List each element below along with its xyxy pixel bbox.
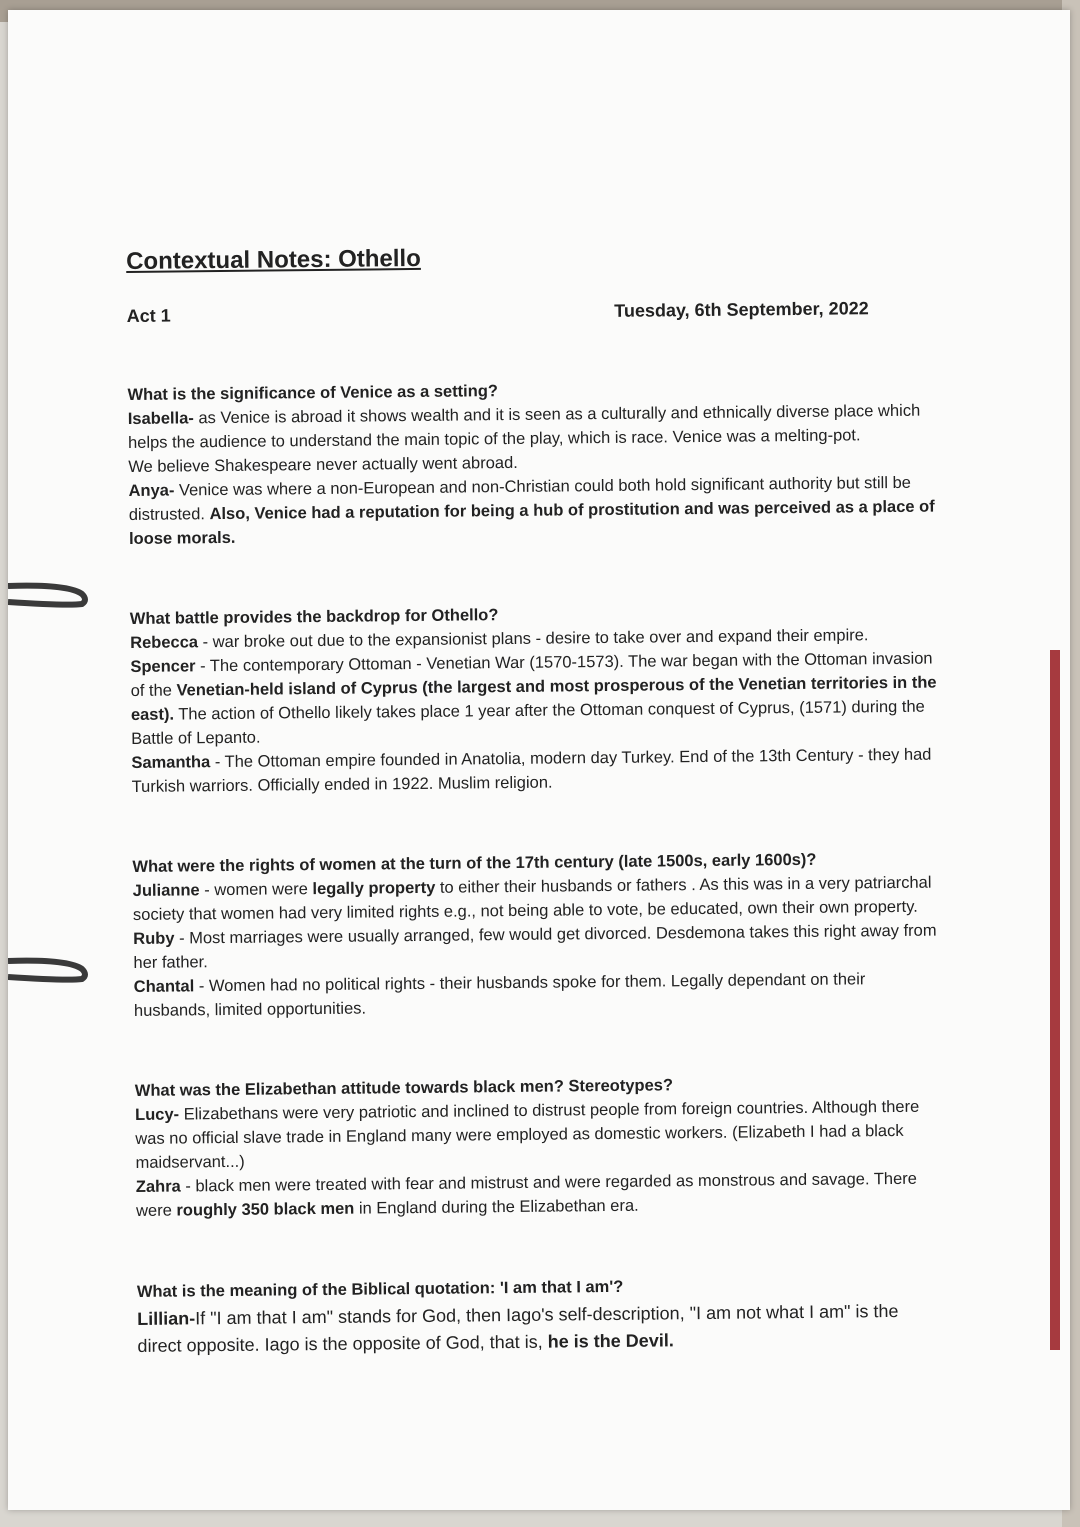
student-name: Chantal bbox=[133, 977, 195, 996]
answer-emphasis: Also, Venice had a reputation for being a hub of prostitution and was perceived as a place of loose morals. bbox=[128, 497, 935, 548]
act-label: Act 1 bbox=[126, 305, 171, 326]
answer-text: - The Ottoman empire founded in Anatolia, modern day Turkey. End of the 13th Century - they had Turkish warriors. Officially ended in 1922. Muslim religion. bbox=[131, 745, 932, 796]
question: What were the rights of women at the turn of the 17th century (late 1500s, early 1600s)? bbox=[132, 850, 817, 876]
answer-text: If "I am that I am" stands for God, then Iago's self-description, "I am not what I am" is the direct opposite. Iago is the opposite of God, that is, bbox=[137, 1300, 899, 1356]
answer bbox=[130, 646, 941, 750]
section-battle bbox=[130, 598, 942, 798]
binder-ring-icon bbox=[8, 955, 98, 983]
student-name: Samantha bbox=[131, 753, 211, 772]
answer-text: - women were bbox=[199, 880, 313, 900]
answer bbox=[131, 742, 941, 798]
answer bbox=[136, 1166, 946, 1222]
answer-text: - The contemporary Ottoman - Venetian War (1570-1573). The war began with the Ottoman invasion of the bbox=[130, 649, 933, 700]
answer-emphasis: roughly 350 black men bbox=[176, 1199, 355, 1220]
answer bbox=[137, 1297, 948, 1359]
answer-text-tail: to either their husbands or fathers . As this was in a very patriarchal society that women had very limited rights e.g., not being able to vote, be educated, own their own property. bbox=[132, 873, 932, 924]
question: What is the significance of Venice as a setting? bbox=[127, 382, 499, 404]
answer-emphasis: legally property bbox=[312, 878, 436, 899]
question: What is the meaning of the Biblical quotation: 'I am that I am'? bbox=[136, 1277, 624, 1301]
notes-content bbox=[126, 240, 948, 1416]
answer bbox=[133, 870, 943, 926]
student-name: Spencer bbox=[130, 657, 196, 676]
answer-text: - black men were treated with fear and mistrust and were regarded as monstrous and savage. There were bbox=[135, 1169, 917, 1220]
answer bbox=[134, 966, 944, 1022]
answer-text: - Women had no political rights - their husbands spoke for them. Legally dependant on their husbands, limited opportunities. bbox=[133, 970, 866, 1020]
answer-text: - war broke out due to the expansionist plans - desire to take over and expand their empire. bbox=[197, 626, 869, 652]
section-biblical-quote bbox=[137, 1270, 948, 1359]
student-name: Isabella- bbox=[127, 409, 194, 428]
section-women-rights bbox=[132, 846, 944, 1022]
answer bbox=[133, 918, 943, 974]
document-title: Contextual Notes: Othello bbox=[126, 244, 421, 275]
answer-text-tail: in England during the Elizabethan era. bbox=[354, 1196, 639, 1218]
student-name: Anya- bbox=[128, 481, 175, 500]
student-name: Zahra bbox=[135, 1177, 181, 1196]
header-row bbox=[127, 298, 937, 327]
answer-text: Venice was where a non-European and non-Christian could both hold significant authority but still be distrusted. bbox=[128, 473, 911, 524]
student-name: Lucy- bbox=[134, 1105, 180, 1124]
answer-text: as Venice is abroad it shows wealth and it is seen as a culturally and ethnically diverse place which helps the audience to understand the main topic of the play, which is race. Venice was a melting-pot. bbox=[127, 401, 921, 452]
answer-emphasis: Venetian-held island of Cyprus (the largest and most prosperous of the Venetian territories in the east). bbox=[130, 673, 937, 724]
paper-page bbox=[8, 10, 1070, 1510]
answer bbox=[128, 471, 939, 551]
date-label: Tuesday, 6th September, 2022 bbox=[614, 298, 869, 321]
section-black-men bbox=[135, 1070, 946, 1222]
student-name: Rebecca bbox=[130, 633, 199, 652]
folder-edge bbox=[1050, 650, 1060, 1350]
binder-ring-icon bbox=[8, 580, 98, 608]
student-name: Lillian- bbox=[137, 1308, 196, 1329]
section-venice bbox=[127, 375, 939, 551]
answer-text: We believe Shakespeare never actually went abroad. bbox=[128, 453, 518, 476]
answer-text: - Most marriages were usually arranged, few would get divorced. Desdemona takes this right away from her father. bbox=[133, 921, 937, 972]
student-name: Ruby bbox=[133, 929, 175, 948]
answer-emphasis: he is the Devil. bbox=[547, 1330, 674, 1352]
answer bbox=[128, 399, 938, 455]
question: What was the Elizabethan attitude towards black men? Stereotypes? bbox=[134, 1076, 674, 1100]
student-name: Julianne bbox=[132, 881, 200, 900]
question: What battle provides the backdrop for Othello? bbox=[129, 606, 499, 628]
answer-text: Elizabethans were very patriotic and inclined to distrust people from foreign countries. Although there was no official slave trade in England many were employed as domestic workers. (Elizabeth I had a black maidservant...) bbox=[135, 1097, 920, 1172]
answer bbox=[135, 1094, 946, 1174]
answer-text-tail: The action of Othello likely takes place 1 year after the Ottoman conquest of Cyprus, (1571) during the Battle of Lepanto. bbox=[131, 697, 925, 748]
